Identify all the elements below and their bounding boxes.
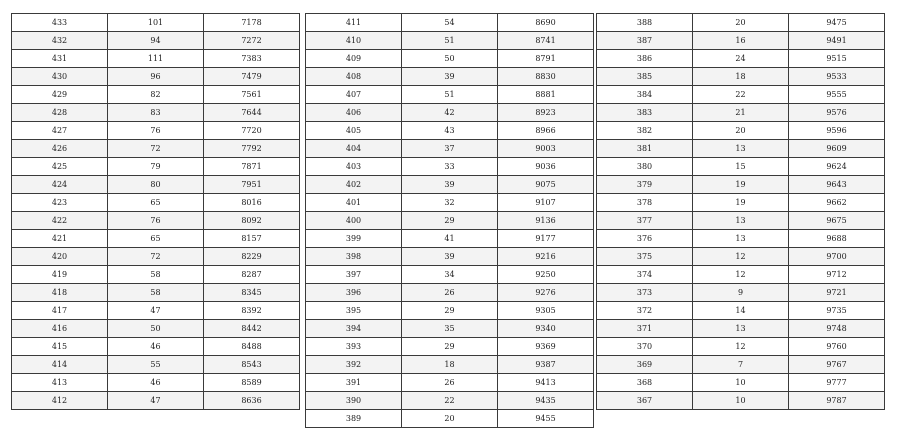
cumulative-cell: 9387 — [498, 356, 594, 374]
cumulative-cell: 9643 — [789, 176, 885, 194]
table-row — [306, 302, 594, 320]
table-row — [597, 302, 885, 320]
score-cell: 373 — [597, 284, 693, 302]
score-cell: 378 — [597, 194, 693, 212]
count-cell: 10 — [693, 374, 789, 392]
cumulative-cell: 9609 — [789, 140, 885, 158]
count-cell: 24 — [693, 50, 789, 68]
count-cell: 20 — [693, 122, 789, 140]
count-cell: 13 — [693, 140, 789, 158]
table-row — [597, 230, 885, 248]
cumulative-cell: 9177 — [498, 230, 594, 248]
score-cell: 415 — [12, 338, 108, 356]
cumulative-cell: 9787 — [789, 392, 885, 410]
table-row — [12, 14, 300, 32]
table-row — [306, 248, 594, 266]
table-row — [12, 104, 300, 122]
count-cell: 22 — [693, 86, 789, 104]
score-cell: 382 — [597, 122, 693, 140]
table-row — [306, 14, 594, 32]
score-cell: 397 — [306, 266, 402, 284]
table-row — [306, 230, 594, 248]
table-row — [306, 140, 594, 158]
cumulative-cell: 9777 — [789, 374, 885, 392]
count-cell: 50 — [108, 320, 204, 338]
count-cell: 50 — [402, 50, 498, 68]
cumulative-cell: 9688 — [789, 230, 885, 248]
table-row — [597, 248, 885, 266]
table-row — [12, 302, 300, 320]
count-cell: 13 — [693, 320, 789, 338]
cumulative-cell: 9136 — [498, 212, 594, 230]
score-cell: 417 — [12, 302, 108, 320]
table-row — [597, 32, 885, 50]
cumulative-cell: 9596 — [789, 122, 885, 140]
count-cell: 35 — [402, 320, 498, 338]
score-cell: 430 — [12, 68, 108, 86]
count-cell: 83 — [108, 104, 204, 122]
count-cell: 12 — [693, 338, 789, 356]
score-table-right — [596, 13, 885, 410]
count-cell: 29 — [402, 302, 498, 320]
table-row — [12, 194, 300, 212]
count-cell: 54 — [402, 14, 498, 32]
cumulative-cell: 8287 — [204, 266, 300, 284]
score-cell: 403 — [306, 158, 402, 176]
count-cell: 26 — [402, 374, 498, 392]
count-cell: 55 — [108, 356, 204, 374]
count-cell: 39 — [402, 248, 498, 266]
count-cell: 65 — [108, 230, 204, 248]
cumulative-cell: 9036 — [498, 158, 594, 176]
score-cell: 418 — [12, 284, 108, 302]
table-row — [597, 158, 885, 176]
table-row — [12, 248, 300, 266]
cumulative-cell: 9721 — [789, 284, 885, 302]
cumulative-cell: 8345 — [204, 284, 300, 302]
score-cell: 422 — [12, 212, 108, 230]
count-cell: 82 — [108, 86, 204, 104]
count-cell: 15 — [693, 158, 789, 176]
table-row — [12, 230, 300, 248]
count-cell: 111 — [108, 50, 204, 68]
table-row — [306, 194, 594, 212]
count-cell: 14 — [693, 302, 789, 320]
score-cell: 420 — [12, 248, 108, 266]
count-cell: 26 — [402, 284, 498, 302]
score-cell: 409 — [306, 50, 402, 68]
count-cell: 43 — [402, 122, 498, 140]
count-cell: 58 — [108, 266, 204, 284]
table-row — [12, 320, 300, 338]
score-cell: 406 — [306, 104, 402, 122]
score-cell: 374 — [597, 266, 693, 284]
score-cell: 395 — [306, 302, 402, 320]
cumulative-cell: 9455 — [498, 410, 594, 428]
count-cell: 9 — [693, 284, 789, 302]
table-row — [597, 212, 885, 230]
count-cell: 19 — [693, 194, 789, 212]
table-row — [12, 50, 300, 68]
score-cell: 425 — [12, 158, 108, 176]
count-cell: 29 — [402, 338, 498, 356]
cumulative-cell: 8092 — [204, 212, 300, 230]
table-row — [306, 374, 594, 392]
count-cell: 101 — [108, 14, 204, 32]
table-row — [597, 140, 885, 158]
cumulative-cell: 7178 — [204, 14, 300, 32]
cumulative-cell: 7720 — [204, 122, 300, 140]
count-cell: 39 — [402, 176, 498, 194]
table-row — [597, 122, 885, 140]
cumulative-cell: 9250 — [498, 266, 594, 284]
table-row — [12, 284, 300, 302]
score-cell: 407 — [306, 86, 402, 104]
cumulative-cell: 9435 — [498, 392, 594, 410]
table-row — [12, 356, 300, 374]
score-cell: 412 — [12, 392, 108, 410]
count-cell: 20 — [693, 14, 789, 32]
cumulative-cell: 9748 — [789, 320, 885, 338]
score-cell: 384 — [597, 86, 693, 104]
cumulative-cell: 8392 — [204, 302, 300, 320]
score-cell: 427 — [12, 122, 108, 140]
table-row — [306, 32, 594, 50]
cumulative-cell: 8966 — [498, 122, 594, 140]
table-row — [12, 158, 300, 176]
table-row — [306, 320, 594, 338]
count-cell: 21 — [693, 104, 789, 122]
score-cell: 367 — [597, 392, 693, 410]
score-cell: 394 — [306, 320, 402, 338]
table-row — [12, 374, 300, 392]
score-cell: 396 — [306, 284, 402, 302]
score-cell: 421 — [12, 230, 108, 248]
cumulative-cell: 8229 — [204, 248, 300, 266]
table-row — [597, 68, 885, 86]
count-cell: 46 — [108, 338, 204, 356]
score-cell: 398 — [306, 248, 402, 266]
cumulative-cell: 8881 — [498, 86, 594, 104]
table-row — [597, 86, 885, 104]
score-cell: 428 — [12, 104, 108, 122]
cumulative-cell: 7479 — [204, 68, 300, 86]
count-cell: 29 — [402, 212, 498, 230]
score-cell: 433 — [12, 14, 108, 32]
table-row — [306, 284, 594, 302]
cumulative-cell: 9555 — [789, 86, 885, 104]
cumulative-cell: 9003 — [498, 140, 594, 158]
count-cell: 34 — [402, 266, 498, 284]
count-cell: 76 — [108, 122, 204, 140]
cumulative-cell: 9475 — [789, 14, 885, 32]
table-row — [597, 50, 885, 68]
cumulative-cell: 8442 — [204, 320, 300, 338]
count-cell: 79 — [108, 158, 204, 176]
score-cell: 390 — [306, 392, 402, 410]
cumulative-cell: 7561 — [204, 86, 300, 104]
score-cell: 410 — [306, 32, 402, 50]
table-row — [12, 86, 300, 104]
cumulative-cell: 9340 — [498, 320, 594, 338]
count-cell: 18 — [693, 68, 789, 86]
cumulative-cell: 9624 — [789, 158, 885, 176]
cumulative-cell: 9712 — [789, 266, 885, 284]
count-cell: 20 — [402, 410, 498, 428]
score-cell: 375 — [597, 248, 693, 266]
cumulative-cell: 9700 — [789, 248, 885, 266]
score-cell: 413 — [12, 374, 108, 392]
count-cell: 58 — [108, 284, 204, 302]
table-row — [306, 338, 594, 356]
count-cell: 72 — [108, 248, 204, 266]
cumulative-cell: 8589 — [204, 374, 300, 392]
count-cell: 12 — [693, 248, 789, 266]
count-cell: 18 — [402, 356, 498, 374]
cumulative-cell: 8690 — [498, 14, 594, 32]
table-row — [306, 122, 594, 140]
table-row — [306, 104, 594, 122]
count-cell: 33 — [402, 158, 498, 176]
table-row — [12, 68, 300, 86]
count-cell: 12 — [693, 266, 789, 284]
table-row — [12, 140, 300, 158]
table-row — [597, 392, 885, 410]
score-cell: 377 — [597, 212, 693, 230]
score-cell: 368 — [597, 374, 693, 392]
score-table-middle — [305, 13, 594, 428]
score-cell: 431 — [12, 50, 108, 68]
cumulative-cell: 7644 — [204, 104, 300, 122]
cumulative-cell: 9413 — [498, 374, 594, 392]
cumulative-cell: 7951 — [204, 176, 300, 194]
score-cell: 381 — [597, 140, 693, 158]
score-cell: 405 — [306, 122, 402, 140]
cumulative-cell: 9735 — [789, 302, 885, 320]
table-row — [306, 86, 594, 104]
table-row — [597, 374, 885, 392]
cumulative-cell: 8016 — [204, 194, 300, 212]
score-cell: 380 — [597, 158, 693, 176]
count-cell: 39 — [402, 68, 498, 86]
score-cell: 376 — [597, 230, 693, 248]
count-cell: 51 — [402, 86, 498, 104]
table-row — [12, 122, 300, 140]
cumulative-cell: 9075 — [498, 176, 594, 194]
count-cell: 13 — [693, 212, 789, 230]
cumulative-cell: 9533 — [789, 68, 885, 86]
score-cell: 392 — [306, 356, 402, 374]
table-row — [597, 14, 885, 32]
count-cell: 7 — [693, 356, 789, 374]
score-cell: 379 — [597, 176, 693, 194]
cumulative-cell: 9276 — [498, 284, 594, 302]
score-cell: 426 — [12, 140, 108, 158]
cumulative-cell: 8543 — [204, 356, 300, 374]
cumulative-cell: 7792 — [204, 140, 300, 158]
score-cell: 416 — [12, 320, 108, 338]
table-row — [306, 356, 594, 374]
score-cell: 369 — [597, 356, 693, 374]
score-cell: 429 — [12, 86, 108, 104]
table-row — [306, 410, 594, 428]
cumulative-cell: 9662 — [789, 194, 885, 212]
score-cell: 414 — [12, 356, 108, 374]
table-row — [597, 284, 885, 302]
cumulative-cell: 9216 — [498, 248, 594, 266]
count-cell: 94 — [108, 32, 204, 50]
cumulative-cell: 8923 — [498, 104, 594, 122]
table-row — [306, 266, 594, 284]
score-cell: 419 — [12, 266, 108, 284]
cumulative-cell: 9305 — [498, 302, 594, 320]
score-cell: 391 — [306, 374, 402, 392]
count-cell: 19 — [693, 176, 789, 194]
table-row — [597, 266, 885, 284]
table-row — [12, 176, 300, 194]
cumulative-cell: 9491 — [789, 32, 885, 50]
count-cell: 13 — [693, 230, 789, 248]
count-cell: 47 — [108, 392, 204, 410]
score-cell: 400 — [306, 212, 402, 230]
table-row — [12, 212, 300, 230]
table-row — [12, 32, 300, 50]
table-row — [306, 176, 594, 194]
score-table-left — [11, 13, 300, 410]
score-cell: 387 — [597, 32, 693, 50]
cumulative-cell: 9675 — [789, 212, 885, 230]
count-cell: 42 — [402, 104, 498, 122]
score-cell: 383 — [597, 104, 693, 122]
count-cell: 80 — [108, 176, 204, 194]
cumulative-cell: 9107 — [498, 194, 594, 212]
table-row — [597, 194, 885, 212]
score-cell: 370 — [597, 338, 693, 356]
score-cell: 401 — [306, 194, 402, 212]
table-row — [597, 104, 885, 122]
cumulative-cell: 7272 — [204, 32, 300, 50]
count-cell: 72 — [108, 140, 204, 158]
table-row — [306, 50, 594, 68]
cumulative-cell: 9760 — [789, 338, 885, 356]
count-cell: 16 — [693, 32, 789, 50]
cumulative-cell: 8791 — [498, 50, 594, 68]
score-cell: 432 — [12, 32, 108, 50]
count-cell: 32 — [402, 194, 498, 212]
count-cell: 22 — [402, 392, 498, 410]
count-cell: 46 — [108, 374, 204, 392]
cumulative-cell: 8830 — [498, 68, 594, 86]
table-row — [597, 356, 885, 374]
cumulative-cell: 8488 — [204, 338, 300, 356]
score-cell: 393 — [306, 338, 402, 356]
score-cell: 408 — [306, 68, 402, 86]
count-cell: 41 — [402, 230, 498, 248]
table-row — [306, 68, 594, 86]
count-cell: 37 — [402, 140, 498, 158]
cumulative-cell: 9515 — [789, 50, 885, 68]
table-row — [306, 158, 594, 176]
table-row — [12, 392, 300, 410]
count-cell: 96 — [108, 68, 204, 86]
cumulative-cell: 8636 — [204, 392, 300, 410]
cumulative-cell: 8157 — [204, 230, 300, 248]
cumulative-cell: 9369 — [498, 338, 594, 356]
cumulative-cell: 9576 — [789, 104, 885, 122]
count-cell: 47 — [108, 302, 204, 320]
count-cell: 51 — [402, 32, 498, 50]
cumulative-cell: 7871 — [204, 158, 300, 176]
score-cell: 372 — [597, 302, 693, 320]
score-cell: 423 — [12, 194, 108, 212]
score-cell: 399 — [306, 230, 402, 248]
score-cell: 386 — [597, 50, 693, 68]
table-row — [597, 320, 885, 338]
table-row — [597, 176, 885, 194]
table-row — [306, 212, 594, 230]
table-row — [12, 266, 300, 284]
score-cell: 404 — [306, 140, 402, 158]
count-cell: 65 — [108, 194, 204, 212]
score-cell: 411 — [306, 14, 402, 32]
table-row — [12, 338, 300, 356]
score-cell: 389 — [306, 410, 402, 428]
cumulative-cell: 7383 — [204, 50, 300, 68]
cumulative-cell: 9767 — [789, 356, 885, 374]
count-cell: 10 — [693, 392, 789, 410]
score-cell: 388 — [597, 14, 693, 32]
cumulative-cell: 8741 — [498, 32, 594, 50]
score-cell: 371 — [597, 320, 693, 338]
count-cell: 76 — [108, 212, 204, 230]
score-cell: 385 — [597, 68, 693, 86]
table-row — [306, 392, 594, 410]
score-cell: 402 — [306, 176, 402, 194]
score-cell: 424 — [12, 176, 108, 194]
table-row — [597, 338, 885, 356]
